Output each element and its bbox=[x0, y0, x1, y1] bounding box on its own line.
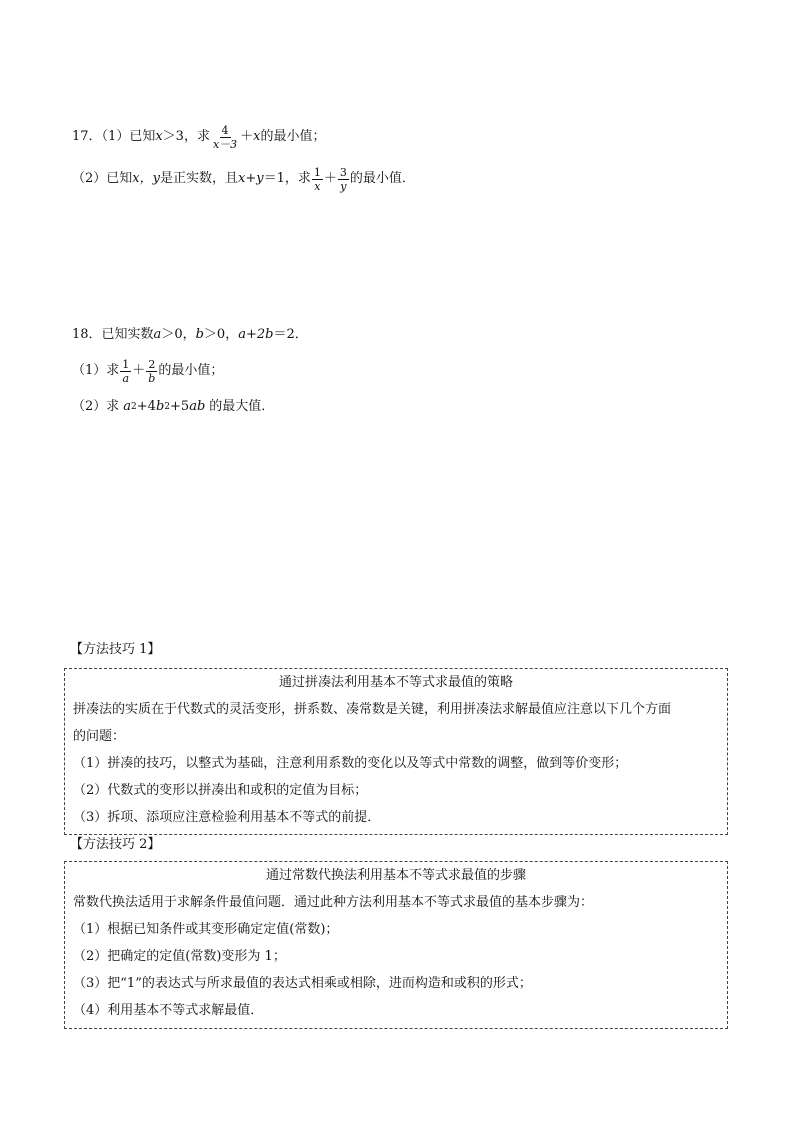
condition-text: ＞0， bbox=[203, 327, 239, 342]
tip1-line: （1）拼凑的技巧，以整式为基础，注意利用系数的变化以及等式中常数的调整，做到等价变形； bbox=[73, 756, 628, 771]
numerator: 3 bbox=[339, 165, 347, 179]
tip2-line: （4）利用基本不等式求解最值． bbox=[73, 1003, 264, 1018]
tip1-line: （2）代数式的变形以拼凑出和或积的定值为目标； bbox=[73, 783, 368, 798]
var-b: b bbox=[155, 399, 165, 414]
numerator: 4 bbox=[221, 123, 229, 137]
q18-part1 bbox=[72, 358, 223, 384]
var-b: b bbox=[195, 327, 204, 342]
denominator: b bbox=[148, 371, 156, 385]
q17-part1 bbox=[72, 124, 326, 150]
q18-part2: （2）求 a 2 +4 b 2 +5 ab 的最大值． bbox=[72, 394, 274, 420]
tip1-label: 【方法技巧 1】 bbox=[70, 642, 161, 657]
tip2-box bbox=[64, 861, 728, 1029]
part-label: （2）已知 bbox=[72, 171, 133, 186]
denominator: a bbox=[122, 371, 130, 385]
numerator: 1 bbox=[313, 165, 321, 179]
q17-part2 bbox=[72, 166, 415, 192]
tip2-line: （2）把确定的定值(常数)变形为 1； bbox=[73, 949, 286, 964]
tip1-line: （3）拆项、添项应注意检验利用基本不等式的前提． bbox=[73, 810, 381, 825]
equals-text: ＝2． bbox=[273, 327, 308, 342]
suffix-text: 的最小值； bbox=[158, 363, 224, 378]
tip1-box bbox=[64, 668, 728, 835]
numerator: 1 bbox=[122, 357, 130, 371]
tip1-title: 通过拼凑法利用基本不等式求最值的策略 bbox=[278, 675, 513, 690]
tip2-label: 【方法技巧 2】 bbox=[70, 837, 161, 852]
sum-expression: x+y bbox=[237, 171, 264, 186]
q18-label: 18．已知实数 bbox=[72, 327, 154, 342]
equals-text: ＝1，求 bbox=[263, 171, 311, 186]
suffix-text: 的最大值． bbox=[209, 399, 275, 414]
fraction-1-over-x bbox=[312, 167, 323, 192]
var-a: a bbox=[123, 399, 132, 414]
var-a: a bbox=[153, 327, 162, 342]
var-ab: ab bbox=[189, 399, 206, 414]
tip2-line: （3）把“1”的表达式与所求最值的表达式相乘或相除，进而构造和或积的形式； bbox=[73, 976, 532, 991]
plus-sign: ＋ bbox=[323, 171, 337, 186]
q17-label: 17．（1）已知 bbox=[72, 129, 156, 144]
tip2-line: 常数代换法适用于求解条件最值问题．通过此种方法利用基本不等式求最值的基本步骤为： bbox=[73, 895, 594, 910]
denominator: y bbox=[340, 179, 347, 193]
mid-text: 是正实数，且 bbox=[159, 171, 238, 186]
suffix-text: 的最小值； bbox=[260, 129, 326, 144]
condition-text: ＞0， bbox=[161, 327, 196, 342]
q18-stem bbox=[72, 322, 308, 348]
denominator: x－3 bbox=[212, 137, 238, 151]
tip2-line: （1）根据已知条件或其变形确定定值(常数)； bbox=[73, 922, 339, 937]
vars-xy: x，y bbox=[132, 171, 160, 186]
part-label: （2）求 bbox=[72, 399, 120, 414]
fraction-1-over-a bbox=[120, 359, 131, 384]
term-coef: +5 bbox=[170, 399, 190, 414]
var-x: x bbox=[253, 129, 261, 144]
tip1-line: 的问题： bbox=[73, 729, 126, 744]
numerator: 2 bbox=[148, 357, 156, 371]
fraction-4-over-x-minus-3 bbox=[211, 125, 239, 150]
part-label: （1）求 bbox=[72, 363, 120, 378]
suffix-text: 的最小值． bbox=[349, 171, 415, 186]
var-x: x bbox=[155, 129, 163, 144]
denominator: x bbox=[314, 179, 321, 193]
plus-sign: ＋ bbox=[240, 129, 254, 144]
plus-sign: ＋ bbox=[132, 363, 146, 378]
sum-expression: a+2b bbox=[238, 327, 274, 342]
fraction-2-over-b bbox=[146, 359, 157, 384]
term-coef: +4 bbox=[136, 399, 156, 414]
condition-text: ＞3，求 bbox=[162, 129, 210, 144]
tip2-title: 通过常数代换法利用基本不等式求最值的步骤 bbox=[265, 868, 526, 883]
tip1-line: 拼凑法的实质在于代数式的灵活变形，拼系数、凑常数是关键，利用拼凑法求解最值应注意以下几个方面 bbox=[73, 702, 672, 717]
fraction-3-over-y bbox=[338, 167, 349, 192]
